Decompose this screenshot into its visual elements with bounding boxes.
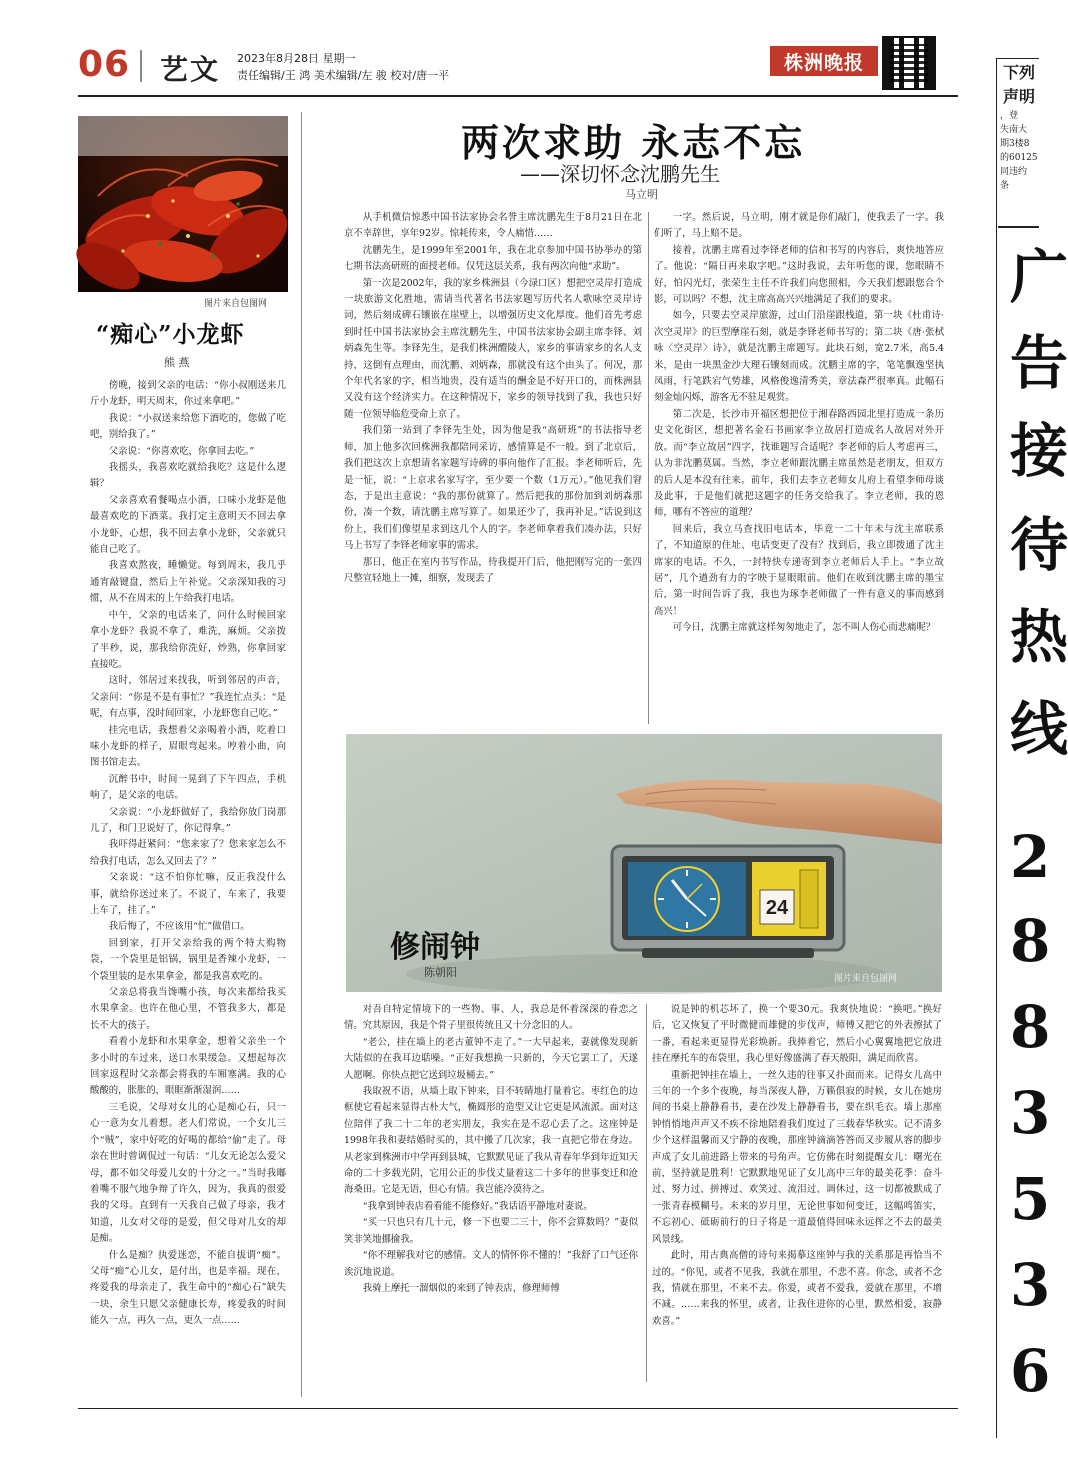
paragraph: 第一次是2002年，我的家乡株洲县（今渌口区）想把空灵岸打造成一块旅游文化胜地，需请当代著名书法家题写历代名人歌咏空灵岸诗词，然后刻成碑石镶嵌在崖壁上，以增强历史文化厚度。他们首先考虑到时任中国书法家协会主席沈鹏先生，中国书法家协会副主席李铎、刘炳森先生等。李铎先生，是我们株洲醴陵人，家乡的事请家乡的名人支持，这倒有点理由，而沈鹏、刘炳森，那就没有这个由头了。何况，那个年代名家的字，相当地贵，没有适当的酬金是不好开口的，而株洲县又没有这个经济实力。在这种情况下，家乡的领导找到了我，我也只好随一位领导临危受命上京了。 [344,277,642,420]
paragraph: 父亲喜欢看餐喝点小酒，口味小龙虾是他最喜欢吃的下酒菜。我打定主意明天不回去拿小龙虾，心想，我不回去拿小龙虾，父亲就只能自己吃了。 [90,494,286,556]
ad-hotline-char: 告 [1010,329,1068,397]
column-divider [648,212,649,724]
paragraph: 我吓得赶紧问：“您来家了？您来家怎么不给我打电话，怎么又回去了？” [90,839,286,867]
paragraph: 我们第一站到了李铎先生处，因为他是我“高研班”的书法指导老师，加上他多次回株洲我都陪同采访，感情算是不一般。到了北京后，我们把这次上京想请名家题写诗碑的事向他作了汇报。李老师听后，先是一怔，说：“上京求名家写字，至少要一个数（1万元）。”他见我们窘态，于是出主意说：“我的那份就算了。然后把我的那份加到刘炳森那份，凑一个数，请沈鹏主席写算了。如果还少了，我再补足。”话说到这份上，我们们像望星求到这几个人的字。李老师拿着我们凑办法，只好马上书写了李铎老师家事的需求。 [344,425,642,552]
paragraph: 可今日，沈鹏主席就这样匆匆地走了，怎不叫人伤心而悲痛呢？ [672,622,936,634]
ad-hotline-char: 5 [1010,1165,1051,1233]
crayfish-story-author: 熊 燕 [164,356,190,369]
paragraph: “我拿到钟表店看看能不能修好。”我话语平静地对妻说。 [362,1200,593,1212]
newspaper-logo: 株洲晚报 [770,46,878,76]
paragraph: 挂完电话，我想着父亲喝着小酒，吃着口味小龙虾的样子，眉眼弯起来。哼着小曲，向图书馆走去。 [90,724,286,769]
paragraph: 沈鹏先生，是1999年至2001年，我在北京参加中国书协举办的第七期书法高研班的面授老师。仅凭这层关系，我有两次向他“求助”。 [344,244,642,273]
header-divider [140,50,142,82]
ad-hotline-char: 8 [1010,907,1051,975]
adjacent-text-line: 失南大 [1000,125,1028,135]
adjacent-text-line: 条 [1000,181,1010,191]
paragraph: 重新把钟挂在墙上，一丝久违的往事又扑面而来。记得女儿高中三年的一个多个夜晚，每当深夜人静，万籁俱寂的时候，女儿在她房间的书桌上静静看书，妻在沙发上静静看书，要在织毛衣。墙上那座钟悄悄地声声又不疾不徐地陪着我们度过了三载春华秋实。记不清多少个这样温馨而又宁静的夜晚，那座钟滴滴答答而又步履从容的脚步声成了女儿前进路上带来的号角声。它仿佛在时刻提醒女儿：曙光在前，坚持就是胜利！它默默地见证了女儿高中三年的最美花季：奋斗过、努力过、拼搏过、欢笑过、流泪过、调休过，这一切都被默成了一张青春模糊号。未来的岁月里，无论世事如何变迁，这幅鸣笛实，不忘初心、砥砺前行的日子将是一道最值得回味永远挥之不去的最美风景线。 [652,1069,942,1245]
paragraph: “你不理解我对它的感情。文人的情怀你不懂的！”我舒了口气还你诶沉地说道。 [344,1250,638,1278]
paragraph: 父亲说：“这不怕你忙嘛，反正我没什么事，就给你送过来了。不说了，车来了，我要上车了，挂了。” [90,872,286,916]
header-rule [78,95,958,97]
clock-story-col-1 [344,1002,638,1387]
paragraph: 傍晚，接到父亲的电话：“你小叔刚送来几斤小龙虾，明天周末，你过来拿吧。” [90,380,286,408]
paragraph: 说是钟的机芯坏了，换一个要30元。我爽快地说：“换吧。”换好后，它又恢复了平时微健而雄健的步伐声，师傅又把它的外表擦拭了一番，看起来更显得光彩焕新。我捧着它，然后小心翼翼地把它放进挂在摩托车的布袋里，我心里好像盛满了春天般阳，满足而欣喜。 [652,1004,942,1065]
ad-hotline-char: 3 [1010,1079,1051,1147]
section-name: 艺文 [160,53,221,86]
adjacent-text-line: 同违约 [1000,167,1028,177]
page-number: 06 [78,44,131,85]
ad-hotline-char: 8 [1010,993,1051,1061]
paragraph: 三毛说，父母对女儿的心是痴心石，只一心一意为女儿着想。老人们常说，一个女儿三个“贼”，家中好吃的好喝的都给“偷”走了。母亲在世时曾调侃过一句话：“儿女无论怎么爱父母，都不如父母爱儿女的十分之一。”当时我嘟着嘴不服气地争辩了许久，因为，我真的很爱我的父母。直到有一天我自己做了母亲，我才知道，儿女对父母的是爱，但父母对儿女的却是痴。 [90,1101,286,1245]
paragraph: 什么是痴？执爱迷恋，不能自拔谓“痴”。父母“痴”心儿女，是付出，也是幸福。现在，疼爱我的母亲走了，我生命中的“痴心石”缺失一块，余生只愿父亲健康长寿，疼爱我的时间能久一点，再久一点，更久一点…… [90,1249,286,1327]
issue-date: 2023年8月28日 星期一 [237,52,356,65]
footer-rule [78,1408,958,1409]
ad-hotline-char: 2 [1010,823,1051,891]
adjacent-rule [998,226,1039,228]
clock-story-col-2 [652,1002,942,1387]
crayfish-photo-credit: 图片来自包图网 [204,299,268,309]
paragraph: 回到家，打开父亲给我的两个特大购物袋，一个袋里是铝锅，锅里是香辣小龙虾，一个袋里装的是水果拿金，都是我喜欢吃的。 [90,937,286,982]
paragraph: 父亲说：“你喜欢吃，你拿回去吃。” [108,445,255,457]
ad-hotline-char: 接 [1010,417,1068,485]
ad-hotline-char: 待 [1010,511,1068,579]
main-story-col-1 [344,210,642,730]
column-divider [301,112,302,1397]
paragraph: 看着小龙虾和水果拿金，想着父亲坐一个多小时的车过来，送口水果缓急。又想起每次回家返程时父亲都会将我的车厢塞满。我的心酸酸的，胀胀的，眼眶渐渐湿润…… [90,1036,286,1097]
main-story-title: 两次求助 永志不忘 [461,120,806,165]
adjacent-text-line: 的60125 [1000,153,1038,163]
paragraph: 接着，沈鹏主席看过李铎老师的信和书写的内容后，爽快地答应了。他说：“隔日再来取字吧。”这时我说，去年听您的课，您眼睛不好，怕闪光灯，张荣生主任不许我们向您照相，今天我们想跟您合个影，可以吗？不想，沈主席高高兴兴地满足了我们的要求。 [654,244,944,306]
paragraph: 我摇头，我喜欢吃就给我吃？这是什么逻辑？ [90,462,286,490]
main-story-subtitle: ——深切怀念沈鹏先生 [520,162,720,186]
paragraph: 一字。然后说，马立明，刚才就是你们敲门，使我丢了一字。我们听了，马上赔不是。 [654,212,944,240]
clock-story-title: 修闹钟 [390,930,480,965]
clock-photo-credit: 图片来自包图网 [834,974,898,984]
crayfish-story-body [90,378,286,1383]
ad-hotline-char: 热 [1010,603,1068,671]
main-story-author: 马立明 [625,188,658,201]
paragraph: 我喜欢熬夜，睡懒觉。每到周末，我几乎通宵敲键盘，然后上午补觉。父亲深知我的习惯，从不在周末的上午给我打电话。 [90,560,286,605]
paragraph: 父亲说：“小龙虾做好了，我给你放门岗那儿了，和门卫说好了，你记得拿。” [90,806,286,834]
clock-date-number: 24 [765,897,789,919]
paragraph: 对吾自特定情境下的一些物、事、人，我总是怀着深深的眷恋之情。究其原因，我是个骨子里很传统且又十分念旧的人。 [344,1004,638,1032]
main-story-col-2 [654,210,944,730]
clock-story-author: 陈朝阳 [424,966,457,979]
paragraph: 从手机微信惊悉中国书法家协会名誉主席沈鹏先生于8月21日在北京不幸辞世，享年92岁。惊耗传来，令人痛惜…… [344,212,642,240]
ad-hotline-char: 线 [1010,695,1068,763]
paragraph: 我说：“小叔送来给您下酒吃的，您做了吃吧，别给我了。” [90,412,286,441]
paragraph: 此时，用古典高僧的诗句来揭摹这座钟与我的关系那是再恰当不过的。“你见，或者不见我，我就在那里，不悲不喜。你念，或者不念我，情就在那里，不来不去。你爱，或者不爱我，爱就在那里，不增不减。……来我的怀里，或者，让我住进你的心里，默然相爱，寂静欢喜。” [652,1250,942,1327]
ad-hotline-char: 6 [1010,1337,1051,1405]
paragraph: 如今，只要去空灵岸旅游，过山门沿崖跟栈道，第一块《杜甫诗·次空灵岸》的巨型摩崖石刻，就是李铎老师书写的；第二块《唐·张栻咏〈空灵岸〉诗》，就是沈鹏主席题写。此块石刻，宽2.7米，高5.4米，是由一块黑金沙大理石镶刻而成。沈鹏主席的字，笔笔飘逸坚执凤雨，行笔跌宕气势雄，风格俊逸清秀美，章法森严很率真。此幅石刻金灿闪烁，游客无不驻足观赏。 [654,310,944,404]
paragraph: 这时，邻居过来找我，听到邻居的声音，父亲问：“你是不是有事忙？”我连忙点头：“是呢，有点事，没时间回家，小龙虾您自己吃。” [90,675,286,720]
paragraph: 沉醉书中，时间一晃到了下午四点，手机响了，是父亲的电话。 [90,773,286,802]
paragraph: 第二次是，长沙市开福区想把位于湘春路西园北里打造成一条历史文化街区，想把著名金石书画家李立故居打造成名人故居对外开放。而“李立故居”四字，找谁题写合适呢？李老师的后人考虑再三，认为非沈鹏莫属。当然，李立老师跟沈鹏主席虽然是老朋友，但双方的后人是本没有往来。前年，我们去李立老师女儿府上看望李师母谈及此事，于是他们就把这题字的任务交给我了。李立老师，我的恩师，哪有不答应的道理？ [654,408,944,519]
crayfish-story-title: “痴心”小龙虾 [96,321,245,348]
paragraph: 父亲总将我当馋嘴小孩，每次来都给我买水果拿金。也许在他心里，不管我多大，都是长不大的孩子。 [90,987,286,1031]
ad-hotline-char: 广 [1010,243,1068,311]
paragraph: “买一只也只有几十元，修一下也要二三十，你不会算数吗？”妻似笑非笑地挪揄我。 [344,1217,638,1245]
adjacent-text-line: ，登 [1000,111,1019,121]
crayfish-photo [78,116,288,292]
qr-code-icon [882,36,936,90]
paragraph: 我骑上摩托一溜烟似的来到了钟表店，修理师傅 [362,1282,560,1294]
adjacent-heading-line-1: 下列 [1003,63,1036,82]
adjacent-text-line: 期3楼8 [1000,139,1030,149]
paragraph: 我后悔了，不应该用“忙”做借口。 [108,921,250,933]
paragraph: 中午，父亲的电话来了，问什么时候回家拿小龙虾？我说不拿了，难洗，麻烦。父亲拨了半秒，说，那我给你洗好，炒熟，你拿回家直接吃。 [90,609,286,670]
ad-hotline-char: 3 [1010,1251,1051,1319]
paragraph: 我取祝不语，从墙上取下钟来，目不转睛地打量着它。枣红色的边框使它看起来显得古朴大气，椭圆形的造型又让它更是风流派。面对这位陪伴了我二十二年的老实朋友，我实在是不忍心丢了之。这座钟是1998年我和妻结婚时买的，其中搬了几次家，我一直把它带在身边。从老家到株洲市中学再到县城，它默默见证了我从青春年华到年近知天命的二十多载光阴，它用公正的步伐丈量着这二十多年的世事变迁和沧海桑田。它是无语，但心有情。我岂能冷漠待之。 [344,1086,638,1196]
adjacent-heading-line-2: 声明 [1003,87,1036,106]
column-divider [646,1004,647,1382]
editors-line: 责任编辑/王 鸿 美术编辑/左 骏 校对/唐一平 [237,69,450,82]
paragraph: “老公，挂在墙上的老古董钟不走了。”一大早起来，妻就像发现新大陆似的在我耳边聒噪。“正好我想换一只新的，今天它罢工了，天遂人愿啊。你快点把它送到垃圾桶去。” [344,1036,638,1081]
paragraph: 那日，他正在室内书写作品，待我提开门后，他把刚写完的一张四尺整宣轻地上一摊，细察，发现丢了 [344,556,642,584]
paragraph: 回来后，我立马查找旧电话本，毕竟一二十年未与沈主席联系了，不知道原的住址、电话变更了没有？找到后，我立即拨通了沈主席家的电话。不久，一封特快专递寄到李立老师后人手上。“李立故居”，几个遒劲有力的字映于显眼眼前。他们在收到沈鹏主席的墨宝后，第一时间告诉了我，我也为琢李老师做了一件有意义的事而感到高兴！ [654,523,944,617]
